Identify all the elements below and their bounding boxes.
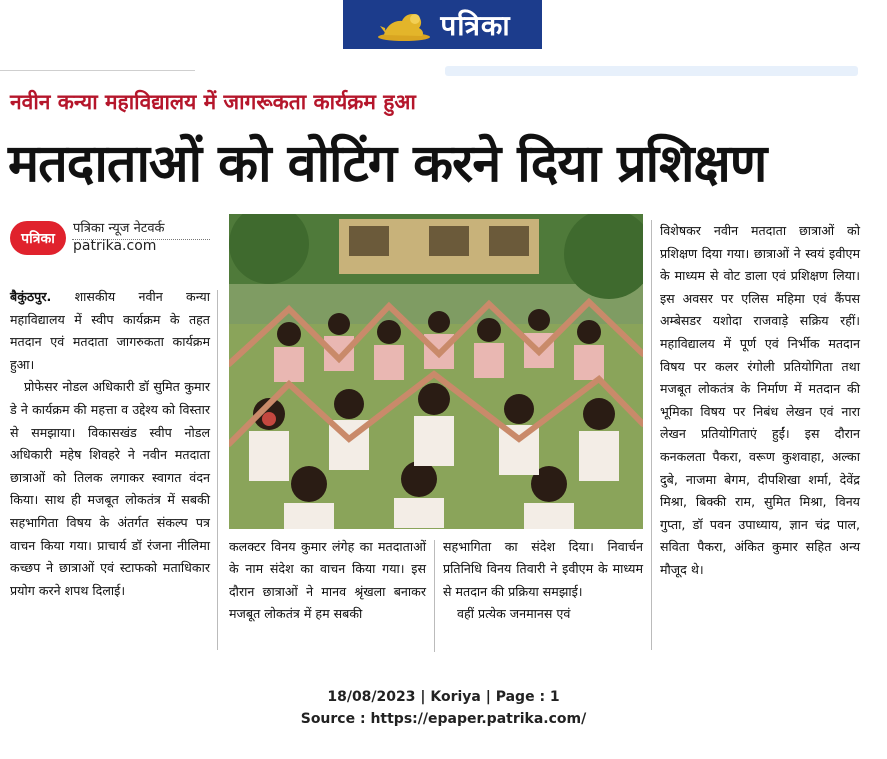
article-column-2: कलक्टर विनय कुमार लंगेह का मतदाताओं के नाम संदेश का वाचन किया गया। इस दौरान छात्राओं ने मानव श्रृंखला बनाकर मजबूत लोकतंत्र में हम सबकी — [229, 539, 426, 622]
top-ribbon — [445, 66, 858, 76]
paragraph-text: वहीं प्रत्येक जनमानस एवं — [457, 606, 571, 622]
paragraph-text: शासकीय नवीन कन्या महाविद्यालय में स्वीप कार्यक्रम के तहत मतदान एवं मतदाता जागरुकता कार्यक्रम हुआ। — [10, 289, 210, 372]
article-headline: मतदाताओं को वोटिंग करने दिया प्रशिक्षण — [8, 134, 767, 194]
article-kicker: नवीन कन्या महाविद्यालय में जागरूकता कार्यक्रम हुआ — [10, 90, 416, 114]
article-photo — [229, 214, 643, 529]
footer-meta: 18/08/2023 | Koriya | Page : 1 — [327, 689, 560, 705]
byline-network: पत्रिका न्यूज नेटवर्क — [73, 221, 165, 236]
article-column-3 — [443, 536, 643, 626]
footer-source: Source : https://epaper.patrika.com/ — [300, 711, 587, 727]
paragraph — [10, 286, 210, 376]
column-divider — [434, 540, 435, 652]
paragraph-text: प्रोफेसर नोडल अधिकारी डॉ सुमित कुमार डे ने कार्यक्रम की महत्ता व उद्देश्य को विस्तार से समझाया। विकासखंड स्वीप नोडल अधिकारी महेष शिवहरे ने नवीन मतदाता छात्राओं को तिलक लगाकर स्वागत वंदन किया। साथ ही मजबूत लोकतंत्र में सबकी सहभागिता विषय के अंतर्गत संकल्प पत्र वाचन किया गया। प्राचार्य डॉ रंजना नीलिमा कच्छप ने छात्राओं एवं स्टाफको मताधिकार प्रयोग करने शपथ दिलाई। — [10, 379, 210, 598]
masthead — [343, 0, 542, 49]
article-column-4: विशेषकर नवीन मतदाता छात्राओं को प्रशिक्षण दिया गया। छात्राओं ने स्वयं इवीएम के माध्यम से वोट डाला एवं प्रशिक्षण लिया। इस अवसर पर एलिस महिमा एवं कैंपस अम्बेसडर यशोदा राजवाड़े सक्रिय रहीं। महाविद्यालय में पूर्ण एवं निर्भीक मतदान विषय पर कलर रंगोली प्रतियोगिता तथा मजबूत लोकतंत्र के निर्माण में मतदान की भूमिका विषय पर निबंध लेखन एवं नारा लेखन प्रतियोगिताएं हुईं। इस दौरान कनकलता पैकरा, वरूण कुशवाहा, अल्का दुबे, नाजमा बेगम, दीपशिखा शर्मा, देवेंद्र मिश्रा, बिक्की राम, सुमित मिश्रा, विनय गुप्ता, डॉ पवन उपाध्याय, ज्ञान चंद्र पाल, सविता पैकरा, अंकित कुमार सहित अन्य मौजूद थे। — [660, 223, 860, 577]
byline-site: patrika.com — [73, 238, 157, 254]
students-photo-illustration — [229, 214, 643, 529]
brand-name: पत्रिका — [440, 8, 511, 42]
column-divider — [651, 220, 652, 650]
dateline: बैकुंठपुर. — [10, 289, 52, 304]
byline-logo: पत्रिका — [10, 221, 66, 255]
paragraph — [10, 376, 210, 602]
column-divider — [217, 290, 218, 650]
article-column-1 — [10, 286, 210, 602]
lion-logo-icon — [374, 6, 434, 44]
top-rule — [0, 70, 195, 71]
paragraph-text: सहभागिता का संदेश दिया। निवार्चन प्रतिनिधि विनय तिवारी ने इवीएम के माध्यम से मतदान की प्रक्रिया समझाई। — [443, 539, 643, 599]
